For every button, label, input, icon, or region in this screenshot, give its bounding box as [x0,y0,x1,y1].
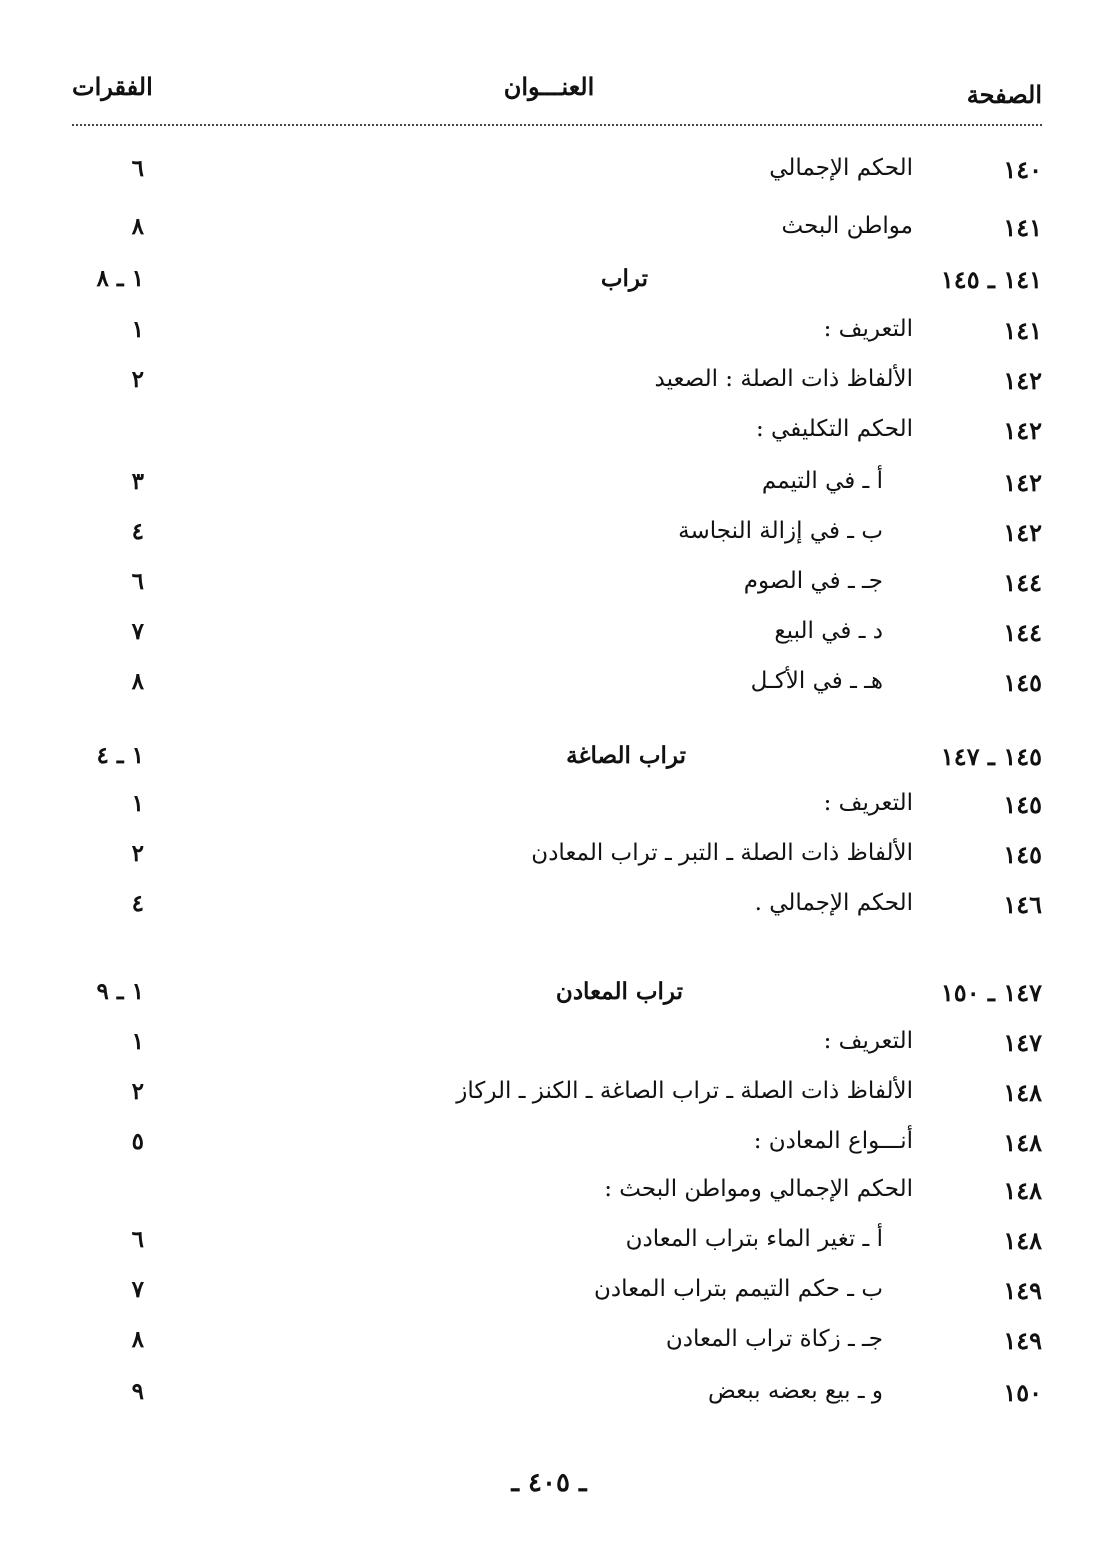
row-paragraphs: ٧ [131,618,144,645]
row-paragraphs: ١ ـ ٩ [96,978,144,1005]
row-title: التعريف : [823,316,913,342]
toc-row-heading [0,742,1098,782]
row-paragraphs: ٢ [131,366,144,393]
toc-row [0,518,1098,558]
row-paragraphs: ٥ [131,1128,144,1155]
row-paragraphs: ١ [131,316,144,343]
row-page: ١٤١ [1003,213,1042,242]
toc-row [0,668,1098,708]
row-page: ١٤٧ ـ ١٥٠ [940,978,1042,1007]
row-paragraphs: ٢ [131,840,144,867]
row-paragraphs: ٨ [131,213,144,240]
row-title: هـ ـ في الأكـل [750,668,883,694]
row-page: ١٤٧ [1003,1028,1042,1057]
row-page: ١٤٩ [1003,1326,1042,1355]
row-title: مواطن البحث [781,213,913,239]
row-title: الحكم التكليفي : [755,416,913,442]
row-paragraphs: ١ ـ ٤ [96,742,144,769]
row-paragraphs: ٦ [131,1226,144,1253]
row-page: ١٤٢ [1003,416,1042,445]
row-title: جـ ـ زكاة تراب المعادن [665,1326,883,1352]
toc-row [0,1276,1098,1316]
row-title: تراب [600,265,648,292]
row-paragraphs: ٤ [131,518,144,545]
row-page: ١٤٤ [1003,568,1042,597]
toc-row [0,1028,1098,1068]
row-title: الحكم الإجمالي [769,155,913,181]
toc-row [0,618,1098,658]
row-paragraphs: ١ ـ ٨ [96,265,144,292]
row-page: ١٤١ ـ ١٤٥ [940,265,1042,294]
row-title: ب ـ حكم التيمم بتراب المعادن [593,1276,883,1302]
toc-row [0,1326,1098,1366]
row-page: ١٤٨ [1003,1226,1042,1255]
row-title: التعريف : [823,1028,913,1054]
header-dotted-rule [72,124,1042,126]
row-page: ١٤٩ [1003,1276,1042,1305]
row-paragraphs: ٢ [131,1078,144,1105]
row-paragraphs: ١ [131,790,144,817]
toc-row [0,1226,1098,1266]
row-title: الحكم الإجمالي . [754,890,913,916]
row-paragraphs: ٨ [131,668,144,695]
toc-row [0,468,1098,508]
row-page: ١٤٨ [1003,1128,1042,1157]
row-page: ١٤٠ [1003,155,1042,184]
row-page: ١٤٥ [1003,840,1042,869]
row-paragraphs: ٧ [131,1276,144,1303]
row-paragraphs: ٦ [131,155,144,182]
row-page: ١٤٥ [1003,668,1042,697]
row-title: أ ـ في التيمم [761,468,883,494]
row-title: أنـــواع المعادن : [753,1128,913,1154]
row-page: ١٤٥ [1003,790,1042,819]
row-paragraphs: ٦ [131,568,144,595]
toc-row [0,366,1098,406]
row-paragraphs: ٤ [131,890,144,917]
row-page: ١٤٢ [1003,366,1042,395]
row-page: ١٥٠ [1003,1378,1042,1407]
row-title: تراب المعادن [555,978,683,1005]
row-title: و ـ بيع بعضه ببعض [707,1378,883,1404]
row-page: ١٤٨ [1003,1078,1042,1107]
toc-row [0,1176,1098,1216]
toc-row [0,840,1098,880]
row-page: ١٤٢ [1003,518,1042,547]
toc-row-heading [0,265,1098,305]
header-page-label: الصفحة [966,80,1042,109]
row-title: ب ـ في إزالة النجاسة [678,518,883,544]
toc-row [0,1078,1098,1118]
toc-row [0,1128,1098,1168]
toc-row [0,1378,1098,1418]
row-title: الألفاظ ذات الصلة ـ تراب الصاغة ـ الكنز ـ الركاز [456,1078,913,1104]
row-title: التعريف : [823,790,913,816]
row-page: ١٤٥ ـ ١٤٧ [940,742,1042,771]
toc-row [0,568,1098,608]
row-paragraphs: ٨ [131,1326,144,1353]
header-paragraphs-label: الفقرات [72,72,153,101]
row-title: جـ ـ في الصوم [743,568,883,594]
row-title: أ ـ تغير الماء بتراب المعادن [625,1226,883,1252]
row-title: د ـ في البيع [774,618,883,644]
footer-page-number: ـ ٤٠٥ ـ [511,1468,587,1498]
row-page: ١٤١ [1003,316,1042,345]
row-page: ١٤٢ [1003,468,1042,497]
row-paragraphs: ٣ [131,468,144,495]
toc-row [0,890,1098,930]
toc-row [0,316,1098,356]
row-title: الحكم الإجمالي ومواطن البحث : [604,1176,913,1202]
header-title-label: العنـــوان [503,72,595,101]
toc-row [0,213,1098,253]
row-title: الألفاظ ذات الصلة ـ التبر ـ تراب المعادن [531,840,913,866]
row-page: ١٤٦ [1003,890,1042,919]
toc-row [0,416,1098,456]
row-page: ١٤٤ [1003,618,1042,647]
toc-row-heading [0,978,1098,1018]
row-title: تراب الصاغة [566,742,686,769]
toc-row [0,790,1098,830]
row-paragraphs: ٩ [131,1378,144,1405]
toc-row [0,155,1098,195]
row-title: الألفاظ ذات الصلة : الصعيد [654,366,913,392]
row-page: ١٤٨ [1003,1176,1042,1205]
row-paragraphs: ١ [131,1028,144,1055]
